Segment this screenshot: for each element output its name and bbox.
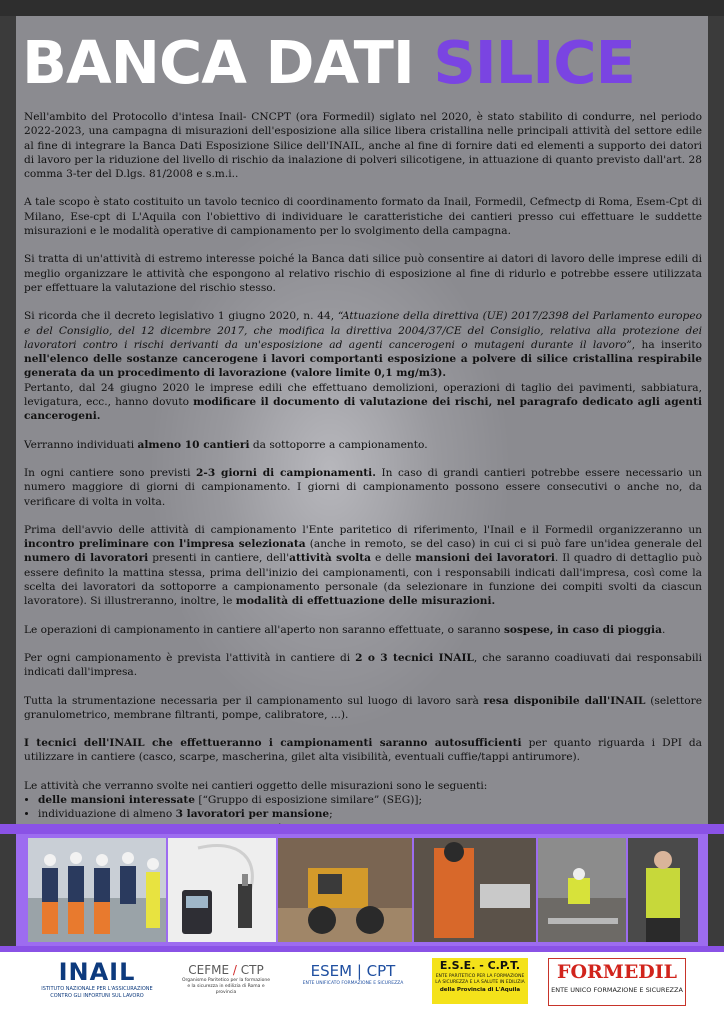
formedil-logo: [548, 958, 686, 1006]
incontro-bold-3: attività svolta: [289, 552, 372, 565]
incontro-bold-5: modalità di effettuazione delle misurazioni.: [235, 595, 496, 608]
title-part1: BANCA DATI: [22, 28, 434, 97]
cantieri-bold: almeno 10 cantieri: [137, 438, 250, 451]
workers-group-photo: [28, 838, 166, 942]
pertanto-text: Pertanto, dal 24 giugno 2020 le imprese edili che effettuano demolizioni, operazioni di taglio dei pavimenti, sabbiatura, levigatura, ecc., hanno dovuto: [24, 381, 702, 409]
list-item-bold: 3 lavoratori per mansione: [175, 808, 330, 821]
list-item: [38, 807, 702, 821]
cefme-ctp: CTP: [240, 963, 264, 977]
ese-sub3: della Provincia di L'Aquila: [439, 987, 521, 993]
cantieri-text-a: Verranno individuati: [24, 438, 138, 451]
paragraph-tavolo-tecnico: A tale scopo è stato costituito un tavolo tecnico di coordinamento formato da Inail, Formedil, Cefmectp di Roma, Esem-Cpt di Milano, Ese-cpt di L'Aquila con l'obiettivo di individuare le caratteristiche dei cantieri presso cui effettuare le suddette misurazioni e le modalità operative di campionamento per lo svolgimento della campagna.: [24, 196, 702, 238]
pioggia-text-a: Le operazioni di campionamento in cantiere all'aperto non saranno effettuate, o saranno: [24, 623, 504, 636]
ese-cpt-logo: [432, 958, 528, 1004]
esem-cpt: CPT: [366, 962, 396, 980]
body-text: [24, 110, 702, 879]
cefme-ctp-logo: CEFME / CTP Organismo Paritetico per la formazione e la sicurezza in edilizia di Roma e provincia: [181, 963, 271, 995]
decreto-text-a: Si ricorda che il decreto legislativo 1 giugno 2020, n. 44,: [24, 310, 338, 323]
page-title: [22, 24, 712, 102]
inail-sub2: CONTRO GLI INFORTUNI SUL LAVORO: [50, 993, 144, 999]
partner-logos: [0, 952, 724, 1024]
tecnici-text-a: Per ogni campionamento è prevista l'attività in cantiere di: [24, 651, 356, 664]
decreto-bold: nell'elenco delle sostanze cancerogene i lavori comportanti esposizione a polvere di silice cristallina respirabile generata da un procedimento di lavorazione (valore limite 0,1 mg/m3).: [24, 353, 702, 380]
title-part2: SILICE: [433, 28, 635, 97]
accent-stripe-top: [0, 824, 724, 834]
paragraph-pioggia: [24, 623, 702, 637]
giorni-bold: 2-3 giorni di campionamenti.: [196, 466, 376, 479]
list-item-text: ;: [329, 808, 333, 821]
paragraph-giorni: [24, 466, 702, 509]
paragraph-attivita: Le attività che verranno svolte nei cantieri oggetto delle misurazioni sono le seguenti:: [24, 779, 488, 792]
strumentazione-text-a: Tutta la strumentazione necessaria per il campionamento sul luogo di lavoro sarà: [24, 694, 484, 707]
sampling-pump-photo: [168, 838, 276, 942]
paragraph-interesse: Si tratta di un'attività di estremo interesse poiché la Banca dati silice può consentire ai datori di lavoro delle imprese edili di meglio organizzare le attività che espongono al relativo rischio di esposizione al fine di ridurlo e potrebbe essere utilizzata per effettuare la valutazione del rischio stesso.: [24, 253, 702, 294]
list-item: [38, 793, 702, 807]
tecnici-bold: 2 o 3 tecnici INAIL: [355, 651, 474, 664]
ese-sub2: LA SICUREZZA E LA SALUTE IN EDILIZIA: [435, 980, 525, 985]
worker-vest-photo: [628, 838, 698, 942]
incontro-bold-2: numero di lavoratori: [24, 552, 149, 565]
list-item-text: [“Gruppo di esposizione similare” (SEG)];: [194, 793, 423, 806]
decreto-title: “Attuazione della direttiva (UE) 2017/2398 del Parlamento europeo e del Consiglio, del 12 dicembre 2017, che modifica la direttiva 2004/37/CE del Consiglio, relativa alla protezione dei lavoratori contro i rischi derivanti da un'esposizione ad agenti cancerogeni o mutageni durante il lavoro”: [24, 310, 702, 351]
worker-photo: [414, 838, 536, 942]
formedil-name: FORMEDIL: [556, 961, 678, 983]
strumentazione-text-b: (selettore granulometrico, membrane filtranti, pompe, calibratore, ...).: [24, 694, 702, 721]
strumentazione-bold: resa disponibile dall'INAIL: [483, 694, 646, 707]
paragraph-protocol: Nell'ambito del Protocollo d'intesa Inail- CNCPT (ora Formedil) siglato nel 2020, è stato stabilito di condurre, nel periodo 2022-2023, una campagna di misurazioni dell'esposizione alla silice libera cristallina nelle principali attività del settore edile al fine di integrare la Banca Dati Esposizione Silice dell'INAIL, anche al fine di fornire dati ed elementi a supporto dei datori di lavoro per la riduzione del livello di rischio da inalazione di polveri silicotigene, in attuazione di quanto previsto dall'art. 28 comma 3-ter del D.lgs. 81/2008 e s.m.i..: [24, 111, 702, 181]
dpi-text: per quanto riguarda i DPI da utilizzare in cantiere (casco, scarpe, mascherina, gilet alta visibilità, eventuali cuffie/tappi antirumore).: [24, 737, 702, 764]
esem-name: ESEM: [310, 962, 353, 980]
cefme-sub: Organismo Paritetico per la formazione e la sicurezza in edilizia di Roma e provincia: [181, 978, 271, 995]
incontro-bold-4: mansioni dei lavoratori: [415, 552, 555, 565]
cantieri-text-b: da sottoporre a campionamento.: [249, 438, 428, 451]
paragraph-strumentazione: [24, 694, 702, 723]
esem-cpt-logo: ESEM | CPT ENTE UNIFICATO FORMAZIONE E SICUREZZA: [298, 962, 408, 987]
esem-sub: ENTE UNIFICATO FORMAZIONE E SICUREZZA: [302, 981, 404, 986]
list-item-pre: individuazione di almeno: [38, 808, 176, 821]
inail-sub1: ISTITUTO NAZIONALE PER L'ASSICURAZIONE: [41, 986, 153, 992]
inail-name: INAIL: [58, 958, 136, 986]
paragraph-cantieri: [24, 438, 702, 452]
excavator-photo: [278, 838, 412, 942]
top-band: [0, 0, 724, 16]
formedil-sub: ENTE UNICO FORMAZIONE E SICUREZZA: [551, 986, 683, 994]
paragraph-dpi: [24, 736, 702, 765]
incontro-text-e: e delle: [371, 552, 416, 565]
tunnel-works-photo: [538, 838, 626, 942]
tecnici-text-b: , che saranno coadiuvati dai responsabili indicati dall'impresa.: [24, 651, 702, 679]
incontro-text-a: Prima dell'avvio delle attività di campionamento l'Ente paritetico di riferimento, l'Inail e il Formedil organizzeranno un: [24, 523, 702, 536]
incontro-text-d: presenti in cantiere, dell': [148, 552, 290, 565]
incontro-text-c: (anche in remoto, se del caso) in cui ci si può fare un'idea generale del: [305, 538, 702, 551]
giorni-text-b: In caso di grandi cantieri potrebbe essere necessario un numero maggiore di giorni di campionamento. I giorni di campionamento possono essere consecutivi o anche no, da verificare di volta in volta.: [24, 466, 702, 508]
giorni-text-a: In ogni cantiere sono previsti: [24, 466, 197, 479]
dpi-bold: I tecnici dell'INAIL che effettueranno i campionamenti saranno autosufficienti: [24, 737, 522, 750]
paragraph-tecnici: [24, 651, 702, 680]
pertanto-bold: modificare il documento di valutazione dei rischi, nel paragrafo dedicato agli agenti cancerogeni.: [24, 396, 702, 423]
paragraph-incontro: [24, 523, 702, 609]
inail-logo: [36, 958, 158, 1000]
incontro-text-f: . Il quadro di dettaglio può essere definito la mattina stessa, prima dell'inizio dei campionamenti, con i responsabili indicati dall'impresa, così come la scelta dei lavoratori da sottoporre a campionamento personale (da selezionare in funzione dei compiti svolti da ciascun lavoratore). Si illustreranno, inoltre, le: [24, 552, 702, 608]
decreto-text-b: , ha inserito: [631, 338, 703, 351]
pioggia-text-b: .: [661, 623, 666, 636]
ese-sub1: ENTE PARITETICO PER LA FORMAZIONE: [435, 974, 525, 979]
cefme-name: CEFME: [188, 963, 230, 977]
paragraph-pertanto: [24, 381, 702, 424]
pioggia-bold: sospese, in caso di pioggia: [503, 623, 662, 636]
paragraph-decreto: [24, 309, 702, 380]
ese-name: E.S.E. - C.P.T.: [439, 959, 521, 972]
list-item-bold: delle mansioni interessate: [38, 793, 195, 806]
incontro-bold-1: incontro preliminare con l'impresa selezionata: [24, 538, 306, 551]
